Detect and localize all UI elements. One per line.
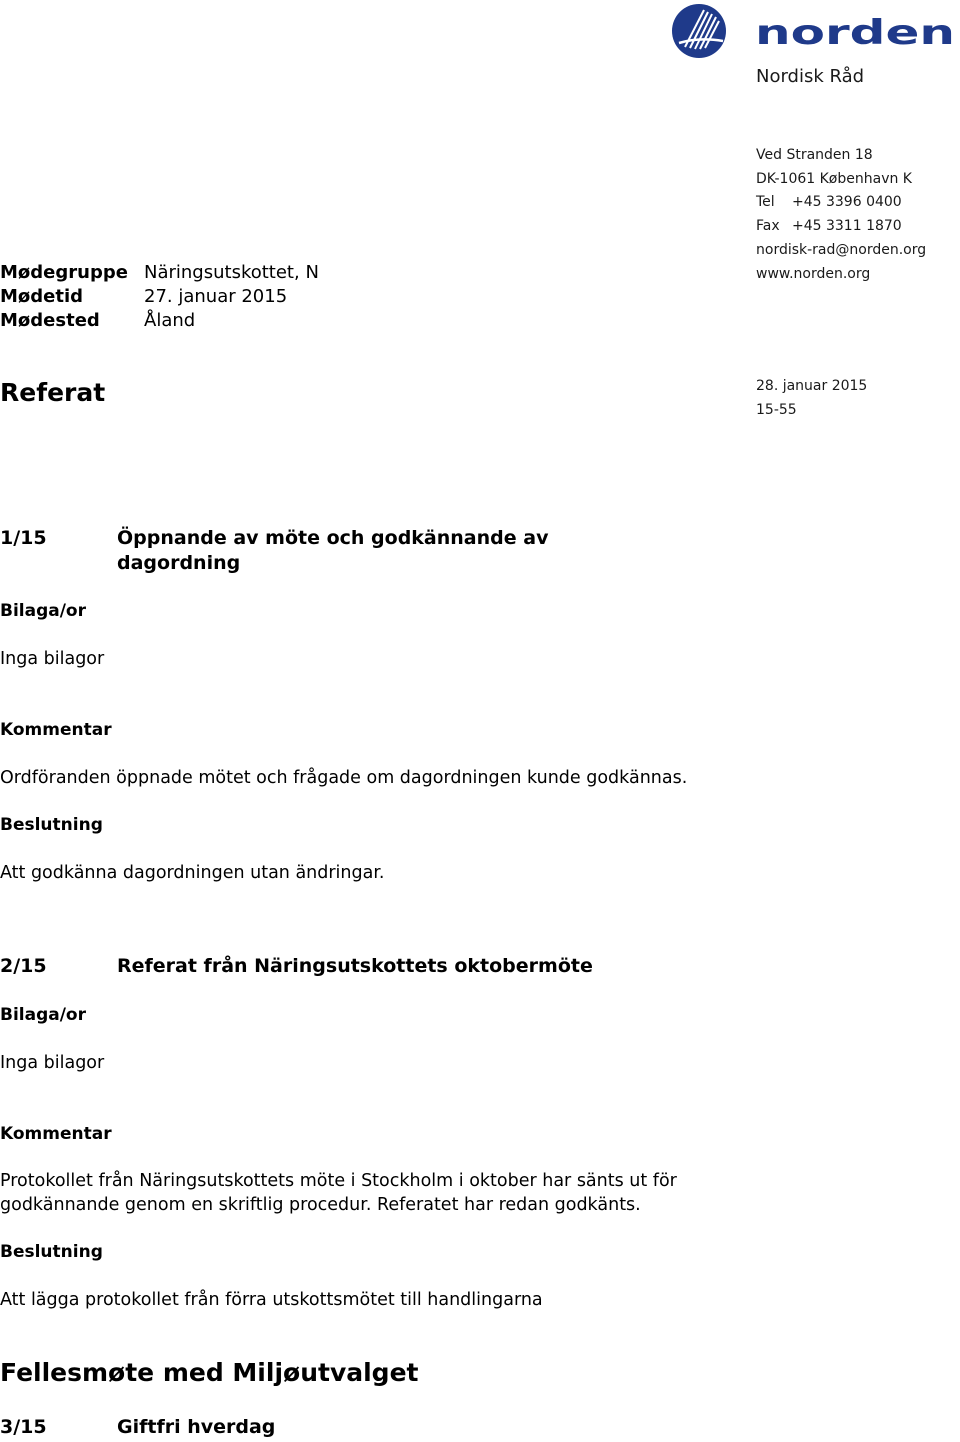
comment-heading: Kommentar [0,1124,112,1144]
decision-heading: Beslutning [0,815,103,835]
item-title: Giftfri hverdag [117,1416,276,1438]
section-heading: Fellesmøte med Miljøutvalget [0,1358,419,1387]
item-number: 1/15 [0,527,47,549]
decision-heading: Beslutning [0,1242,103,1262]
address-street: Ved Stranden 18 [756,147,873,163]
comment-text: Protokollet från Näringsutskottets möte i Stockholm i oktober har sänts ut för godkännande genom en skriftlig procedur. Referatet har redan godkänts. [0,1171,677,1215]
address-phone [756,194,902,210]
organization-name: Nordisk Råd [756,66,865,87]
attachments-text: Inga bilagor [0,1053,105,1073]
svg-text:norden: norden [755,16,955,48]
document-reference: 15-55 [756,402,797,418]
item-title: Öppnande av möte och godkännande av dagordning [117,527,549,574]
website-link[interactable]: www.norden.org [756,266,871,282]
item-title: Referat från Näringsutskottets oktobermöte [117,955,593,977]
norden-wordmark [755,16,957,48]
email-link[interactable]: nordisk-rad@norden.org [756,242,927,258]
comment-text: Ordföranden öppnade mötet och frågade om dagordningen kunde godkännas. [0,768,688,788]
document-date: 28. januar 2015 [756,378,868,394]
fax-label: Fax [756,218,780,234]
meeting-group-value: Näringsutskottet, N [144,262,319,283]
meeting-time-value: 27. januar 2015 [144,286,288,307]
comment-heading: Kommentar [0,720,112,740]
address-city: DK-1061 København K [756,171,912,187]
attachments-heading: Bilaga/or [0,601,86,621]
meeting-time-label: Mødetid [0,286,84,307]
phone-number: +45 3396 0400 [792,194,902,210]
item-number: 2/15 [0,955,47,977]
decision-text: Att godkänna dagordningen utan ändringar. [0,863,385,883]
attachments-text: Inga bilagor [0,649,105,669]
attachments-heading: Bilaga/or [0,1005,86,1025]
fax-number: +45 3311 1870 [792,218,902,234]
meeting-group-label: Mødegruppe [0,262,128,283]
phone-label: Tel [756,194,775,210]
item-number: 3/15 [0,1416,47,1438]
document-title: Referat [0,378,106,407]
decision-text: Att lägga protokollet från förra utskottsmötet till handlingarna [0,1290,543,1310]
address-fax [756,218,902,234]
meeting-place-label: Mødested [0,310,100,331]
meeting-place-value: Åland [144,310,196,331]
norden-swan-logo-icon [671,3,727,59]
